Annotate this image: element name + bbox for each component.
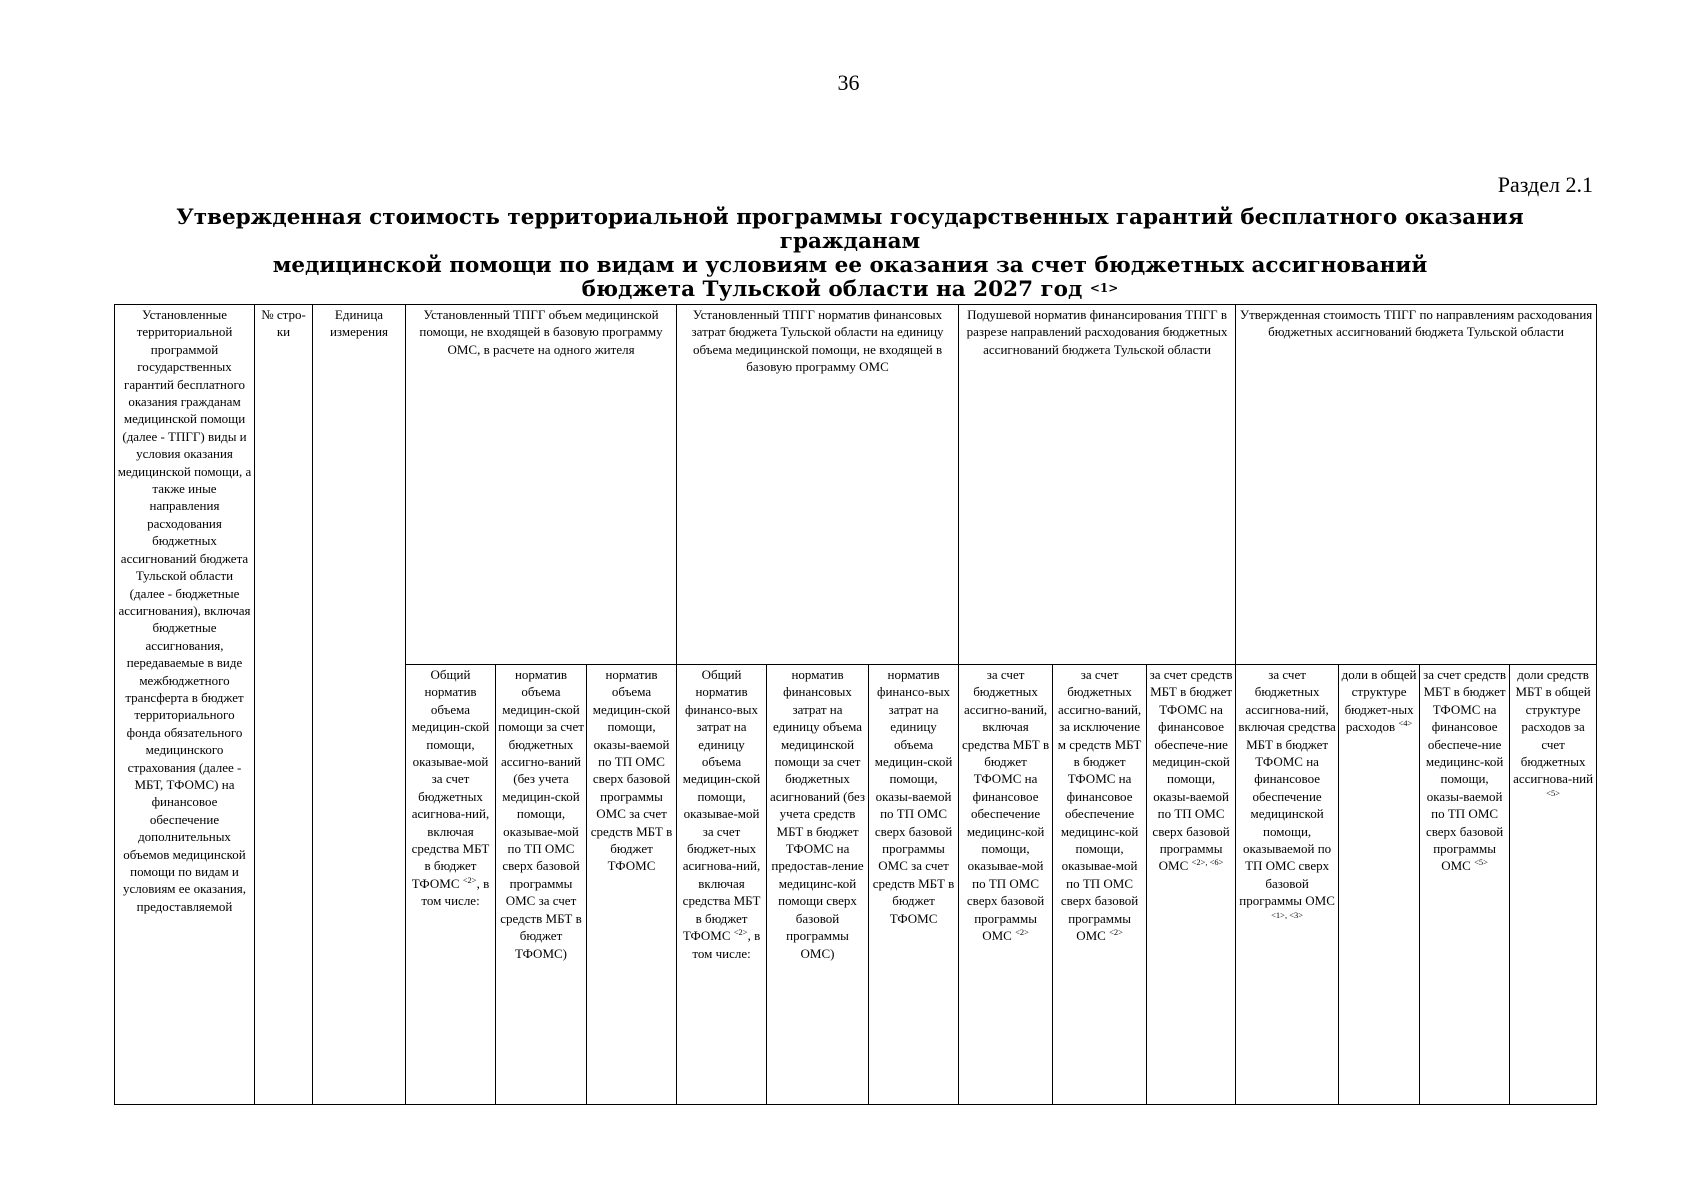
title-line-1: Утвержденная стоимость территориальной программы государственных гарантий бесплатного оказания гражданам [176, 205, 1524, 254]
subheader-budget-cost-norm: норматив финансовых затрат на единицу объема медицинской помощи за счет бюджетных асигнований (без учета средств МБТ в бюджет ТФОМС на предостав-ление медицинс-кой помощи сверх базовой программы ОМС) [767, 665, 869, 1105]
document-title [110, 206, 1590, 302]
header-unit: Единица измерения [313, 305, 406, 1105]
header-row-number: № стро-ки [255, 305, 313, 1105]
subheader-budget-share [1339, 665, 1420, 1105]
header-service-type: Установленные территориальной программой государственных гарантий бесплатного оказания гражданам медицинской помощи (далее - ТПГГ) виды и условия оказания медицинской помощи, а также иные направления расходования бюджетных ассигнований бюджета Тульской области (далее - бюджетные ассигнования), включая бюджетные ассигнования, передаваемые в виде межбюджетного трансферта в бюджет территориального фонда обязательного медицинского страхования (далее - МБТ, ТФОМС) на финансовое обеспечение дополнительных объемов медицинской помощи по видам и условиям ее оказания, предоставляемой [115, 305, 255, 1105]
subheader-cost-mbt-footnote: <5> [1474, 857, 1488, 868]
header-group-approved-cost: Утвержденная стоимость ТПГГ по направлениям расходования бюджетных ассигнований бюджета Тульской области [1236, 305, 1597, 665]
subheader-percapita-incl-mbt-text: за счет бюджетных ассигно-ваний, включая средства МБТ в бюджет ТФОМС на финансовое обеспечение медицинс-кой помощи, оказывае-мой по ТП ОМС сверх базовой программы ОМС [962, 667, 1050, 944]
section-label: Раздел 2.1 [1497, 172, 1593, 197]
subheader-mbt-volume: норматив объема медицин-ской помощи, оказы-ваемой по ТП ОМС сверх базовой программы ОМС за счет средств МБТ в бюджет ТФОМС [587, 665, 677, 1105]
subheader-cost-incl-mbt [1236, 665, 1339, 1105]
subheader-budget-volume: норматив объема медицин-ской помощи за счет бюджетных ассигно-ваний (без учета медицин-ской помощи, оказывае-мой по ТП ОМС сверх базовой программы ОМС за счет средств МБТ в бюджет ТФОМС) [496, 665, 587, 1105]
page-number: 36 [837, 70, 860, 95]
subheader-budget-share-footnote: <4> [1398, 718, 1413, 729]
subheader-total-volume-text: Общий норматив объема медицин-ской помощи, оказывае-мой за счет бюджетных асигнова-ний, включая средства МБТ в бюджет ТФОМС [411, 667, 490, 891]
subheader-cost-incl-mbt-footnote: <1>, <3> [1271, 909, 1304, 920]
title-line-3-text: бюджета Тульской области на 2027 год [581, 277, 1083, 302]
subheader-mbt-share [1510, 665, 1597, 1105]
subheader-percapita-mbt-text: за счет средств МБТ в бюджет ТФОМС на финансовое обеспече-ние медицин-ской помощи, оказы-ваемой по ТП ОМС сверх базовой программы ОМС [1149, 667, 1233, 874]
title-line-2: медицинской помощи по видам и условиям ее оказания за счет бюджетных ассигнований [272, 253, 1428, 278]
cost-table [114, 304, 1597, 1105]
subheader-total-cost-norm-tail: , в том числе: [692, 928, 761, 961]
subheader-mbt-share-text: доли средств МБТ в общей структуре расходов за счет бюджетных ассигнова-ний [1513, 667, 1594, 787]
subheader-cost-mbt-text: за счет средств МБТ в бюджет ТФОМС на финансовое обеспече-ние медицинс-кой помощи, оказы-ваемой по ТП ОМС сверх базовой программы ОМС [1423, 667, 1507, 874]
header-group-per-capita: Подушевой норматив финансирования ТПГГ в разрезе направлений расходования бюджетных ассигнований бюджета Тульской области [959, 305, 1236, 665]
subheader-mbt-cost-norm: норматив финансо-вых затрат на единицу объема медицин-ской помощи, оказы-ваемой по ТП ОМС сверх базовой программы ОМС за счет средств МБТ в бюджет ТФОМС [869, 665, 959, 1105]
subheader-total-cost-norm-footnote: <2> [733, 927, 748, 938]
subheader-percapita-excl-mbt-footnote: <2> [1109, 927, 1123, 938]
subheader-percapita-mbt [1147, 665, 1236, 1105]
title-line-3 [110, 278, 1590, 302]
subheader-budget-share-text: доли в общей структуре бюджет-ных расходов [1341, 667, 1417, 735]
subheader-total-cost-norm-text: Общий норматив финансо-вых затрат на единицу объема медицин-ской помощи, оказывае-мой за счет бюджет-ных асигнова-ний, включая средства МБТ в бюджет ТФОМС [682, 667, 761, 944]
subheader-percapita-incl-mbt [959, 665, 1053, 1105]
header-group-cost-norm: Установленный ТПГГ норматив финансовых затрат бюджета Тульской области на единицу объема медицинской помощи, не входящей в базовую программу ОМС [677, 305, 959, 665]
subheader-total-volume-tail: , в том числе: [421, 875, 490, 909]
subheader-mbt-share-footnote: <5> [1546, 787, 1561, 798]
title-footnote-ref: <1> [1089, 281, 1119, 295]
subheader-total-volume-footnote: <2> [462, 874, 477, 885]
subheader-total-volume [406, 665, 496, 1105]
subheader-cost-mbt [1420, 665, 1510, 1105]
subheader-total-cost-norm [677, 665, 767, 1105]
subheader-percapita-mbt-footnote: <2>, <6> [1191, 857, 1224, 868]
header-group-volume: Установленный ТПГГ объем медицинской помощи, не входящей в базовую программу ОМС, в расчете на одного жителя [406, 305, 677, 665]
subheader-percapita-incl-mbt-footnote: <2> [1015, 927, 1029, 938]
subheader-percapita-excl-mbt [1053, 665, 1147, 1105]
subheader-percapita-excl-mbt-text: за счет бюджетных ассигно-ваний, за исключение м средств МБТ в бюджет ТФОМС на финансовое обеспечение медицинс-кой помощи, оказывае-мой по ТП ОМС сверх базовой программы ОМС [1057, 667, 1142, 944]
subheader-cost-incl-mbt-text: за счет бюджетных ассигнова-ний, включая средства МБТ в бюджет ТФОМС на финансовое обеспечение медицинской помощи, оказываемой по ТП ОМС сверх базовой программы ОМС [1238, 667, 1336, 909]
